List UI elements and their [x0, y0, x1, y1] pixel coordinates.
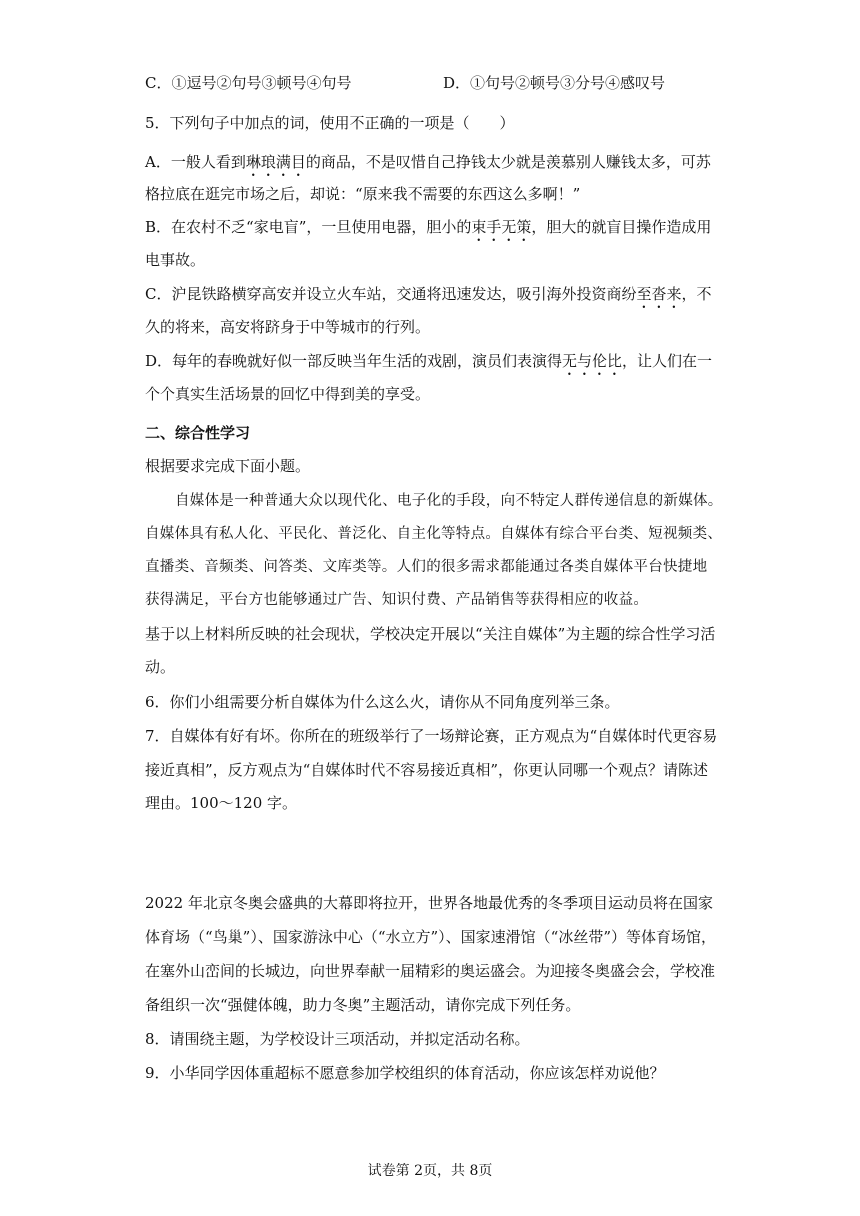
section2-intro: 根据要求完成下面小题。 — [145, 457, 311, 475]
q5-b-post: ，胆大的就盲目操作造成用 — [531, 218, 712, 236]
section3-intro-line-2: 体育场（“鸟巢”）、国家游泳中心（“水立方”）、国家速滑馆（“冰丝带”）等体育场馆， — [145, 928, 717, 946]
q5-option-c-line1 — [145, 284, 712, 312]
question-6: 6．你们小组需要分析自媒体为什么这么火，请你从不同角度列举三条。 — [145, 693, 620, 711]
question-8: 8．请围绕主题，为学校设计三项活动，并拟定活动名称。 — [145, 1030, 530, 1048]
q5-a-dotted-word: 琳琅满目 — [245, 153, 306, 171]
q5-option-d-line1 — [145, 351, 712, 379]
q5-d-dotted-word: 无与伦比 — [562, 352, 623, 370]
q5-option-a-line2: 格拉底在逛完市场之后，却说：“原来我不需要的东西这么多啊！” — [145, 185, 581, 203]
section-heading: 二、综合性学习 — [145, 424, 251, 442]
q5-d-post: ，让人们在一 — [622, 352, 713, 370]
page-footer: 试卷第 2页，共 8页 — [367, 1163, 493, 1179]
question-7-line-2: 接近真相”，反方观点为“自媒体时代不容易接近真相”，你更认同哪一个观点？请陈述 — [145, 761, 709, 779]
q5-option-d-line2: 个个真实生活场景的回忆中得到美的享受。 — [145, 385, 431, 403]
section3-intro-line-3: 在塞外山峦间的长城边，向世界奉献一届精彩的奥运盛会。为迎接冬奥盛会会，学校准 — [145, 962, 716, 980]
section2-after-line-2: 动。 — [145, 658, 176, 676]
passage-line-1: 自媒体是一种普通大众以现代化、电子化的手段，向不特定人群传递信息的新媒体。 — [175, 493, 723, 509]
passage-line-4: 获得满足，平台方也能够通过广告、知识付费、产品销售等获得相应的收益。 — [145, 592, 649, 608]
q5-b-dotted-word: 束手无策 — [471, 218, 532, 236]
q4-option-d: D．①句号②顿号③分号④感叹号 — [443, 74, 666, 92]
q5-c-post: ，不 — [681, 285, 712, 303]
question-7-line-1: 7．自媒体有好有坏。你所在的班级举行了一场辩论赛，正方观点为“自媒体时代更容易 — [145, 727, 718, 745]
passage-line-3: 直播类、音频类、问答类、文库类等。人们的很多需求都能通过各类自媒体平台快捷地 — [145, 559, 708, 575]
section3-intro-line-1: 2022 年北京冬奥会盛典的大幕即将拉开，世界各地最优秀的冬季项目运动员将在国家 — [145, 894, 713, 912]
q5-a-pre: A．一般人看到 — [145, 153, 246, 171]
q5-option-c-line2: 久的将来，高安将跻身于中等城市的行列。 — [145, 318, 431, 336]
q5-option-b-line2: 电事故。 — [145, 251, 206, 269]
question-9: 9．小华同学因体重超标不愿意参加学校组织的体育活动，你应该怎样劝说他？ — [145, 1064, 665, 1082]
q5-stem: 5．下列句子中加点的词，使用不正确的一项是（ ） — [145, 114, 515, 132]
q5-option-a-line1 — [145, 152, 711, 180]
section3-intro-line-4: 备组织一次“强健体魄，助力冬奥”主题活动，请你完成下列任务。 — [145, 996, 581, 1014]
q5-c-dotted-word: 至沓来 — [636, 285, 682, 303]
q5-c-pre: C．沪昆铁路横穿高安并设立火车站，交通将迅速发达，吸引海外投资商纷 — [145, 285, 637, 303]
q4-option-c: C．①逗号②句号③顿号④句号 — [145, 74, 352, 92]
q5-b-pre: B．在农村不乏“家电盲”，一旦使用电器，胆小的 — [145, 218, 472, 236]
q5-a-post: 的商品，不是叹惜自己挣钱太少就是羡慕别人赚钱太多，可苏 — [305, 153, 711, 171]
passage-line-2: 自媒体具有私人化、平民化、普泛化、自主化等特点。自媒体有综合平台类、短视频类、 — [145, 526, 723, 542]
q5-d-pre: D．每年的春晚就好似一部反映当年生活的戏剧，演员们表演得 — [145, 352, 563, 370]
question-7-line-3: 理由。100～120 字。 — [145, 794, 298, 812]
section2-after-line-1: 基于以上材料所反映的社会现状，学校决定开展以“关注自媒体”为主题的综合性学习活 — [145, 625, 716, 643]
q5-option-b-line1 — [145, 217, 711, 245]
